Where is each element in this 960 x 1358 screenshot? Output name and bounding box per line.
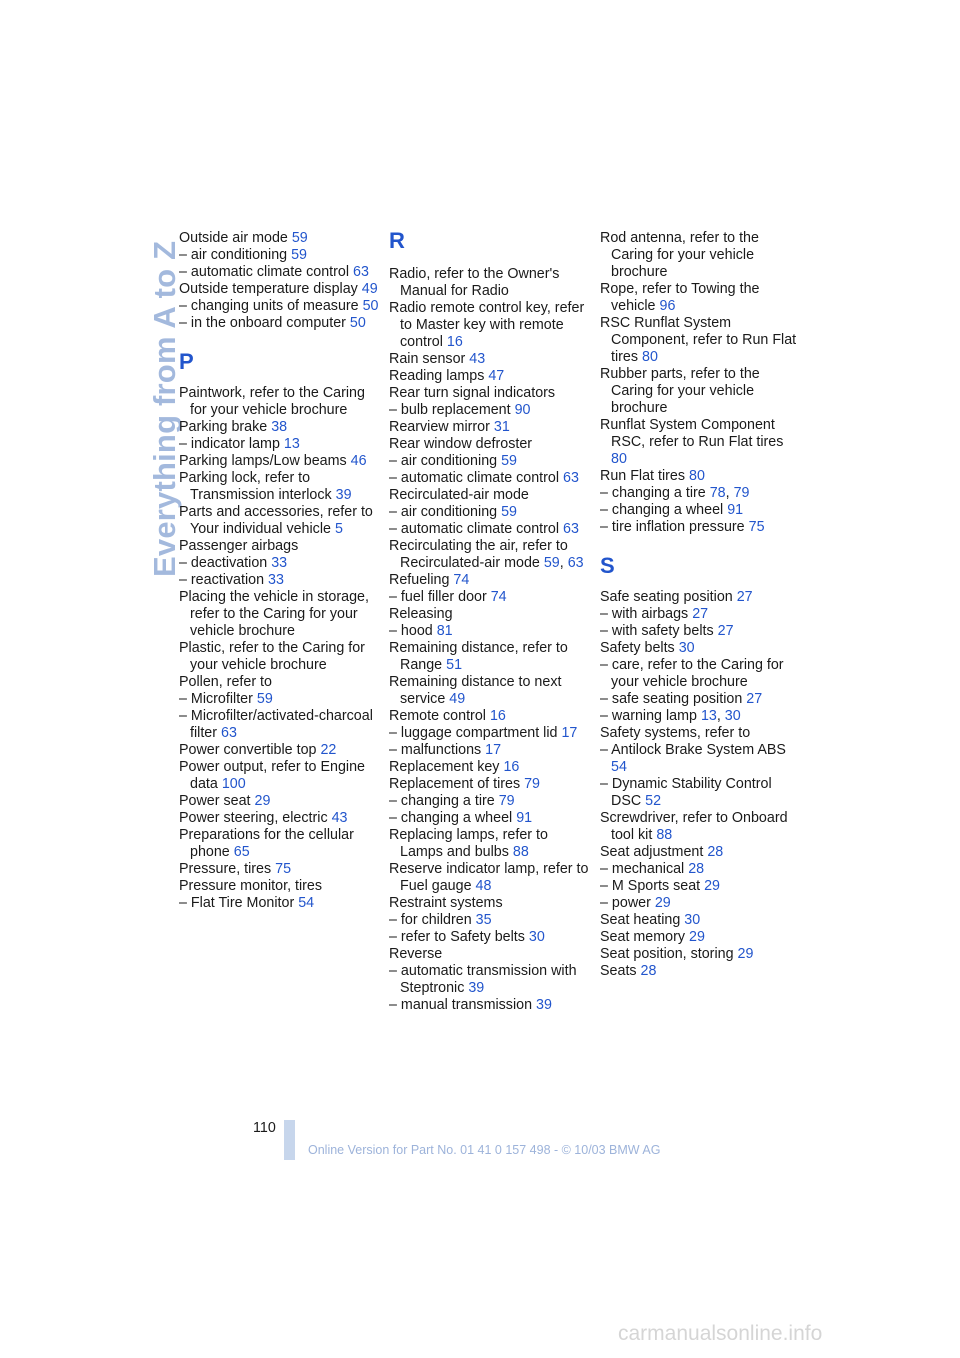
index-entry-text: Rubber parts, refer to the Caring for your vehicle brochure — [600, 366, 760, 416]
index-entry — [600, 502, 800, 519]
page-reference-link[interactable]: 30 — [528, 929, 545, 945]
index-entry — [600, 640, 800, 657]
index-entry — [600, 366, 800, 417]
index-column-3 — [600, 230, 800, 980]
index-entry — [179, 861, 379, 878]
index-entry-text: Runflat System Component RSC, refer to Run Flat tires — [600, 417, 784, 450]
index-entry-text: Parking brake — [179, 419, 268, 435]
index-entry — [389, 861, 589, 895]
page-reference-link[interactable]: 16 — [446, 334, 463, 350]
index-entry-text: – Dynamic Stability Control DSC — [600, 776, 772, 809]
index-entry-text: Replacing lamps, refer to Lamps and bulbs — [389, 827, 548, 860]
index-entry-text: – luggage compartment lid — [389, 725, 558, 741]
page-reference-link[interactable]: 27 — [746, 691, 763, 707]
index-entry — [600, 742, 800, 776]
index-entry — [389, 963, 589, 997]
index-entry-text: – automatic climate control — [179, 264, 350, 280]
index-entry — [389, 742, 589, 759]
index-entry-text: Seat position, storing — [600, 946, 734, 962]
index-entry-text: Remaining distance to next service — [389, 674, 562, 707]
page-reference-link[interactable]: 50 — [349, 315, 366, 331]
page-reference-link[interactable]: 75 — [748, 519, 765, 535]
index-entry-text: – manual transmission — [389, 997, 533, 1013]
page-reference-link[interactable]: 28 — [707, 844, 724, 860]
index-entry-text: – Microfilter — [179, 691, 253, 707]
page-reference-link[interactable]: 47 — [488, 368, 505, 384]
index-entry — [179, 298, 379, 315]
page-reference-link[interactable]: 48 — [475, 878, 492, 894]
index-entry-text: – changing units of measure — [179, 298, 359, 314]
index-entry — [600, 657, 800, 691]
index-entry — [600, 776, 800, 810]
page-reference-link[interactable]: 96 — [659, 298, 676, 314]
index-entry-text: Remote control — [389, 708, 486, 724]
page-reference-link[interactable]: 27 — [717, 623, 734, 639]
index-entry — [179, 385, 379, 419]
page-reference-link[interactable]: 46 — [350, 453, 367, 469]
page-reference-link[interactable]: 78 — [709, 485, 726, 501]
index-column-2 — [389, 230, 589, 1014]
index-entry — [179, 470, 379, 504]
index-entry-text: Parking lock, refer to Transmission interlock — [179, 470, 332, 503]
index-entry — [179, 504, 379, 538]
index-entry-text: Seat heating — [600, 912, 681, 928]
page-reference-link[interactable]: 29 — [689, 929, 705, 945]
index-entry-text: Power convertible top — [179, 742, 317, 758]
index-letter-heading: P — [179, 349, 194, 374]
page-reference-link[interactable]: 80 — [689, 468, 705, 484]
page-reference-link[interactable]: 43 — [469, 351, 486, 367]
index-entry — [389, 895, 589, 912]
index-entry-text: RSC Runflat System Component, refer to Run Flat tires — [600, 315, 797, 365]
index-entry — [389, 351, 589, 368]
index-entry — [600, 878, 800, 895]
page-reference-link[interactable]: 79 — [733, 485, 750, 501]
page-reference-link[interactable]: 49 — [449, 691, 466, 707]
index-entry — [179, 674, 379, 691]
index-entry-text: Remaining distance, refer to Range — [389, 640, 568, 673]
page-reference-link[interactable]: 100 — [221, 776, 246, 792]
page-reference-link[interactable]: 59 — [501, 453, 517, 469]
index-entry — [600, 912, 800, 929]
page-reference-link[interactable]: 13 — [700, 708, 717, 724]
index-entry — [600, 606, 800, 623]
index-entry-text: – warning lamp — [600, 708, 697, 724]
index-entry — [389, 776, 589, 793]
index-entry-text: – air conditioning — [389, 504, 498, 520]
index-entry — [179, 230, 379, 247]
page-reference-link[interactable]: 27 — [736, 589, 753, 605]
page-reference-link[interactable]: 59 — [256, 691, 273, 707]
index-entry — [389, 946, 589, 963]
index-entry-text: Placing the vehicle in storage, refer to the Caring for your vehicle brochure — [179, 589, 369, 639]
index-entry-text: Refueling — [389, 572, 450, 588]
page-reference-link[interactable]: 29 — [254, 793, 271, 809]
index-entry — [600, 589, 800, 606]
page-reference-link[interactable]: 63 — [567, 555, 584, 571]
index-entry-text: Radio, refer to the Owner's Manual for Radio — [389, 266, 560, 299]
page-reference-link[interactable]: 74 — [490, 589, 507, 605]
index-entry — [389, 419, 589, 436]
page-reference-link[interactable]: 88 — [512, 844, 529, 860]
index-letter-heading: R — [389, 228, 405, 253]
index-column-1 — [179, 230, 379, 912]
index-entry-text: Passenger airbags — [179, 538, 299, 554]
index-entry — [600, 725, 800, 742]
index-entry — [179, 742, 379, 759]
index-entry — [389, 402, 589, 419]
index-entry-text: Paintwork, refer to the Caring for your vehicle brochure — [179, 385, 365, 418]
index-entry-text: Restraint systems — [389, 895, 503, 911]
page-reference-link[interactable]: 16 — [489, 708, 506, 724]
index-entry — [600, 315, 800, 366]
index-entry-text: Rod antenna, refer to the Caring for your vehicle brochure — [600, 230, 759, 280]
index-entry-text: – tire inflation pressure — [600, 519, 745, 535]
index-entry — [600, 963, 800, 980]
index-entry — [600, 281, 800, 315]
index-entry: Recirculating the air, refer to Recirculated-air mode 59, 63 — [389, 538, 584, 571]
index-entry — [389, 623, 589, 640]
index-entry — [389, 674, 589, 708]
index-entry-text: – M Sports seat — [600, 878, 701, 894]
page-reference-link[interactable]: 33 — [271, 555, 288, 571]
page-reference-link[interactable]: 59 — [543, 555, 560, 571]
page-reference-link[interactable]: 54 — [611, 759, 627, 775]
index-entry — [600, 895, 800, 912]
page-reference-link[interactable]: 63 — [563, 521, 579, 537]
page-reference-link[interactable]: 88 — [656, 827, 673, 843]
index-entry — [179, 589, 379, 640]
index-entry-text: – Antilock Brake System ABS — [600, 742, 786, 758]
page-reference-link[interactable]: 74 — [453, 572, 470, 588]
index-entry — [389, 912, 589, 929]
index-entry-text: Preparations for the cellular phone — [179, 827, 354, 860]
index-entry — [389, 997, 589, 1014]
page-reference-link[interactable]: 49 — [361, 281, 378, 297]
index-entry — [389, 385, 589, 402]
index-entry-text: – changing a wheel — [600, 502, 724, 518]
index-entry — [179, 572, 379, 589]
index-entry-text: Rearview mirror — [389, 419, 490, 435]
index-entry-text: Replacement of tires — [389, 776, 521, 792]
index-entry-text: – changing a tire — [389, 793, 495, 809]
index-entry — [389, 708, 589, 725]
index-entry-text: Run Flat tires — [600, 468, 686, 484]
index-entry-text: – with safety belts — [600, 623, 714, 639]
index-entry-text: – hood — [389, 623, 433, 639]
index-entry-text: – air conditioning — [389, 453, 498, 469]
index-entry-text: Replacement key — [389, 759, 500, 775]
index-entry: – changing a tire 78, 79 — [600, 485, 750, 501]
index-entry-text: – for children — [389, 912, 472, 928]
index-entry-text: – in the onboard computer — [179, 315, 346, 331]
index-entry — [389, 521, 589, 538]
page-reference-link[interactable]: 59 — [291, 230, 308, 246]
index-entry — [389, 725, 589, 742]
index-entry-text: Safety belts — [600, 640, 675, 656]
index-entry — [389, 266, 589, 300]
page-reference-link[interactable]: 59 — [291, 247, 307, 263]
index-entry — [389, 827, 589, 861]
index-entry-text: Radio remote control key, refer to Master key with remote control — [389, 300, 585, 350]
page-reference-link[interactable]: 22 — [320, 742, 337, 758]
index-entry — [389, 759, 589, 776]
index-entry-text: – automatic climate control — [389, 470, 560, 486]
index-entry — [389, 504, 589, 521]
index-entry — [179, 691, 379, 708]
index-entry-text: Reverse — [389, 946, 443, 962]
index-entry-text: – bulb replacement — [389, 402, 511, 418]
index-entry-text: Pressure, tires — [179, 861, 272, 877]
page-reference-link[interactable]: 91 — [727, 502, 744, 518]
index-entry — [179, 247, 379, 264]
index-entry-text: – changing a tire — [600, 485, 706, 501]
footer-accent-bar — [284, 1120, 295, 1160]
page-reference-link[interactable]: 81 — [436, 623, 453, 639]
page-reference-link[interactable]: 29 — [654, 895, 671, 911]
watermark: carmanualsonline.info — [618, 1322, 823, 1345]
index-entry-text: – with airbags — [600, 606, 689, 622]
page-reference-link[interactable]: 38 — [271, 419, 288, 435]
index-entry-text: – Microfilter/activated-charcoal filter — [179, 708, 373, 741]
index-entry-text: – safe seating position — [600, 691, 743, 707]
index-letter-heading: S — [600, 553, 615, 578]
index-entry-text: Outside temperature display — [179, 281, 358, 297]
index-entry — [600, 519, 800, 536]
index-entry-text: – reactivation — [179, 572, 265, 588]
index-entry-text: – Flat Tire Monitor — [179, 895, 295, 911]
page-reference-link[interactable]: 79 — [524, 776, 541, 792]
index-entry — [179, 555, 379, 572]
index-entry-text: Plastic, refer to the Caring for your vehicle brochure — [179, 640, 365, 673]
index-entry-text: – changing a wheel — [389, 810, 513, 826]
index-entry — [389, 368, 589, 385]
index-entry — [179, 453, 379, 470]
page-reference-link[interactable]: 63 — [563, 470, 579, 486]
index-entry — [600, 844, 800, 861]
section-side-title: Everything from A to Z — [147, 240, 182, 577]
index-entry-text: Reading lamps — [389, 368, 485, 384]
page-reference-link[interactable]: 30 — [684, 912, 701, 928]
index-entry — [179, 810, 379, 827]
index-entry — [179, 281, 379, 298]
index-entry — [600, 810, 800, 844]
page-number: 110 — [253, 1120, 276, 1136]
index-entry — [600, 417, 800, 468]
page-reference-link[interactable]: 16 — [503, 759, 520, 775]
index-entry — [389, 487, 589, 504]
index-entry-text: Seat memory — [600, 929, 686, 945]
page-reference-link[interactable]: 5 — [334, 521, 343, 537]
page-reference-link[interactable]: 50 — [362, 298, 379, 314]
index-entry-text: Seat adjustment — [600, 844, 704, 860]
index-entry-text: – deactivation — [179, 555, 268, 571]
page-reference-link[interactable]: 33 — [268, 572, 284, 588]
index-entry-text: – power — [600, 895, 651, 911]
index-entry — [389, 640, 589, 674]
page-reference-link[interactable]: 13 — [283, 436, 300, 452]
page-reference-link[interactable]: 28 — [640, 963, 657, 979]
index-entry-text: Safe seating position — [600, 589, 733, 605]
page-reference-link[interactable]: 31 — [493, 419, 510, 435]
index-entry — [389, 300, 589, 351]
index-entry — [179, 895, 379, 912]
index-entry — [389, 810, 589, 827]
index-entry-text: – fuel filler door — [389, 589, 487, 605]
index-entry — [600, 623, 800, 640]
page-reference-link[interactable]: 39 — [536, 997, 552, 1013]
index-entry — [179, 793, 379, 810]
index-entry — [389, 929, 589, 946]
index-entry-text: Rear window defroster — [389, 436, 533, 452]
index-entry — [179, 878, 379, 895]
index-entry — [600, 929, 800, 946]
index-entry-text: Parking lamps/Low beams — [179, 453, 347, 469]
index-entry-text: Pollen, refer to — [179, 674, 272, 690]
index-entry-text: Rear turn signal indicators — [389, 385, 556, 401]
index-entry-text: Power seat — [179, 793, 251, 809]
index-entry-text: – care, refer to the Caring for your vehicle brochure — [600, 657, 784, 690]
page-reference-link[interactable]: 80 — [611, 451, 627, 467]
page-reference-link[interactable]: 28 — [688, 861, 705, 877]
page-reference-link[interactable]: 30 — [724, 708, 741, 724]
page-reference-link[interactable]: 54 — [298, 895, 315, 911]
index-entry — [600, 946, 800, 963]
index-entry-text: – refer to Safety belts — [389, 929, 525, 945]
index-entry-text: – malfunctions — [389, 742, 482, 758]
page-reference-link[interactable]: 27 — [692, 606, 709, 622]
page-reference-link[interactable]: 43 — [331, 810, 348, 826]
index-entry — [389, 453, 589, 470]
page-reference-link[interactable]: 17 — [561, 725, 578, 741]
index-entry-text: Recirculated-air mode — [389, 487, 529, 503]
page-reference-link[interactable]: 65 — [233, 844, 250, 860]
index-entry — [389, 589, 589, 606]
page-reference-link[interactable]: 52 — [645, 793, 662, 809]
page-reference-link[interactable]: 63 — [221, 725, 237, 741]
index-entry — [179, 538, 379, 555]
index-entry-text: Pressure monitor, tires — [179, 878, 323, 894]
index-entry: – warning lamp 13, 30 — [600, 708, 741, 724]
index-entry-text: Power steering, electric — [179, 810, 328, 826]
index-entry — [179, 436, 379, 453]
index-entry-text: Rope, refer to Towing the vehicle — [600, 281, 760, 314]
page-reference-link[interactable]: 63 — [353, 264, 369, 280]
index-entry — [179, 315, 379, 332]
page-reference-link[interactable]: 35 — [475, 912, 492, 928]
index-entry-text: Power output, refer to Engine data — [179, 759, 365, 792]
index-entry — [179, 264, 379, 281]
page-reference-link[interactable]: 75 — [275, 861, 292, 877]
index-entry-text: Screwdriver, refer to Onboard tool kit — [600, 810, 788, 843]
index-entry — [179, 708, 379, 742]
index-entry — [389, 606, 589, 623]
page-reference-link[interactable]: 39 — [468, 980, 485, 996]
index-entry-text: – automatic transmission with Steptronic — [389, 963, 577, 996]
index-entry — [179, 640, 379, 674]
index-entry — [389, 470, 589, 487]
index-entry — [389, 793, 589, 810]
page-reference-link[interactable]: 30 — [678, 640, 695, 656]
index-entry — [600, 468, 800, 485]
index-entry-text: Reserve indicator lamp, refer to Fuel gauge — [389, 861, 589, 894]
index-entry — [600, 861, 800, 878]
page-reference-link[interactable]: 39 — [335, 487, 352, 503]
footer-text: Online Version for Part No. 01 41 0 157 498 - © 10/03 BMW AG — [308, 1143, 661, 1157]
page-reference-link[interactable]: 29 — [737, 946, 754, 962]
page-reference-link[interactable]: 17 — [485, 742, 502, 758]
index-entry-text: Rain sensor — [389, 351, 466, 367]
page-reference-link[interactable]: 80 — [642, 349, 658, 365]
index-entry — [179, 827, 379, 861]
page-reference-link[interactable]: 29 — [704, 878, 721, 894]
index-entry-text: Safety systems, refer to — [600, 725, 751, 741]
index-entry — [389, 572, 589, 589]
index-entry — [179, 759, 379, 793]
page-reference-link[interactable]: 51 — [446, 657, 463, 673]
index-entry — [389, 436, 589, 453]
page-reference-link[interactable]: 90 — [514, 402, 531, 418]
index-entry-text: – indicator lamp — [179, 436, 280, 452]
page-reference-link[interactable]: 59 — [501, 504, 517, 520]
index-entry-text: Recirculating the air, refer to Recirculated-air mode — [389, 538, 568, 571]
index-entry-text: – automatic climate control — [389, 521, 560, 537]
index-entry-text: Seats — [600, 963, 637, 979]
page-reference-link[interactable]: 91 — [516, 810, 533, 826]
index-entry-text: Parts and accessories, refer to Your individual vehicle — [179, 504, 373, 537]
index-entry-text: Releasing — [389, 606, 453, 622]
index-entry-text: – mechanical — [600, 861, 685, 877]
index-entry — [179, 419, 379, 436]
index-entry-text: – air conditioning — [179, 247, 288, 263]
index-entry-text: Outside air mode — [179, 230, 288, 246]
index-entry — [600, 230, 800, 281]
page-reference-link[interactable]: 79 — [498, 793, 515, 809]
index-entry — [600, 691, 800, 708]
